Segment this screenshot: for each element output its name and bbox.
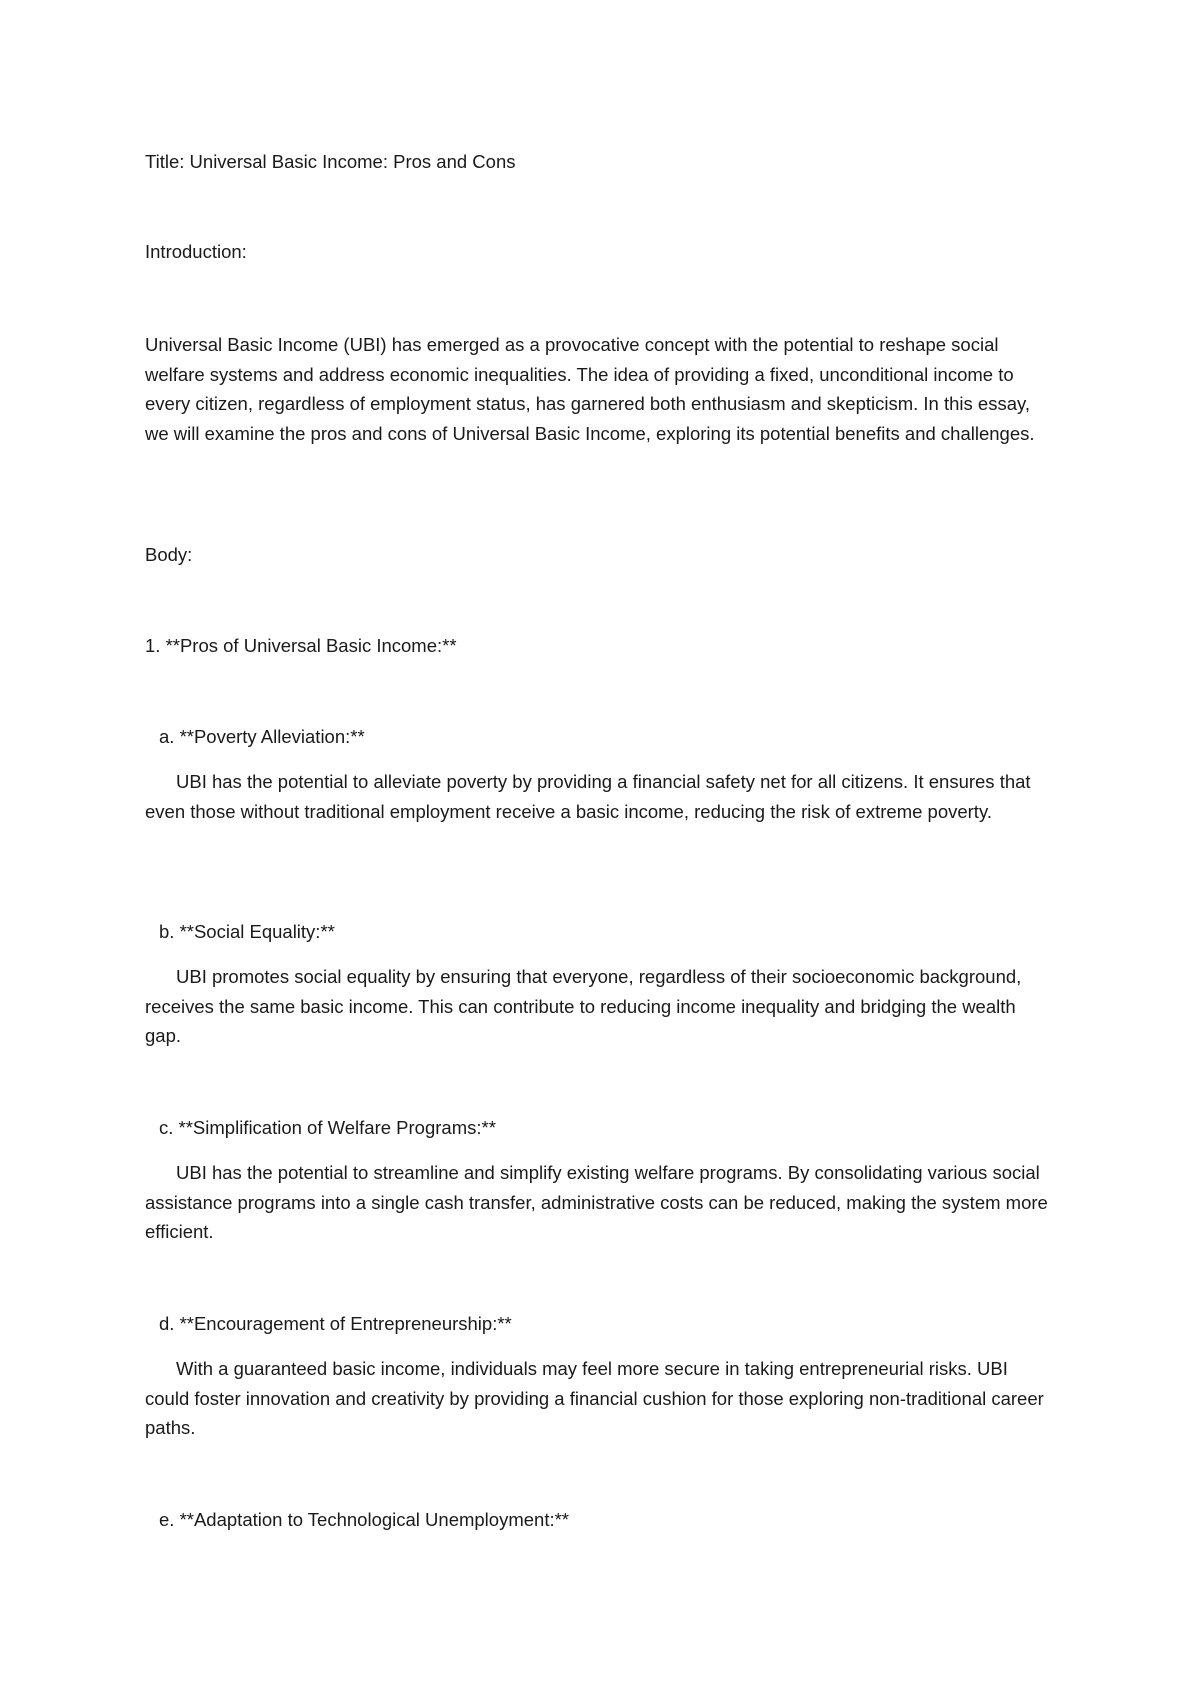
item-text-entrepreneurship: With a guaranteed basic income, individuals may feel more secure in taking entrepreneurial risks. UBI could foster innovation and creativity by providing a financial cushion for those exploring non-traditional career paths.	[145, 1358, 1044, 1438]
item-heading-social-equality: b. **Social Equality:**	[159, 921, 335, 942]
intro-paragraph: Universal Basic Income (UBI) has emerged as a provocative concept with the potential to reshape social welfare systems and address economic inequalities. The idea of providing a fixed, unconditional income to every citizen, regardless of employment status, has garnered both enthusiasm and skepticism. In this essay, we will examine the pros and cons of Universal Basic Income, exploring its potential benefits and challenges.	[145, 334, 1035, 444]
item-heading-poverty-alleviation: a. **Poverty Alleviation:**	[159, 726, 365, 747]
item-text-social-equality: UBI promotes social equality by ensuring that everyone, regardless of their socioeconomic background, receives the same basic income. This can contribute to reducing income inequality and bridging the wealth gap.	[145, 966, 1022, 1046]
document-title: Title: Universal Basic Income: Pros and Cons	[145, 151, 516, 172]
item-text-poverty-alleviation: UBI has the potential to alleviate poverty by providing a financial safety net for all citizens. It ensures that even those without traditional employment receive a basic income, reducing the risk of extreme poverty.	[145, 771, 1031, 822]
intro-heading: Introduction:	[145, 241, 247, 262]
item-heading-technological-unemployment: e. **Adaptation to Technological Unemployment:**	[159, 1509, 569, 1530]
item-heading-entrepreneurship: d. **Encouragement of Entrepreneurship:**	[159, 1313, 512, 1334]
body-heading: Body:	[145, 544, 193, 565]
section-heading-pros: 1. **Pros of Universal Basic Income:**	[145, 635, 457, 656]
item-heading-welfare-simplification: c. **Simplification of Welfare Programs:**	[159, 1117, 496, 1138]
item-text-welfare-simplification: UBI has the potential to streamline and simplify existing welfare programs. By consolidating various social assistance programs into a single cash transfer, administrative costs can be reduced, making the system more efficient.	[145, 1162, 1048, 1242]
